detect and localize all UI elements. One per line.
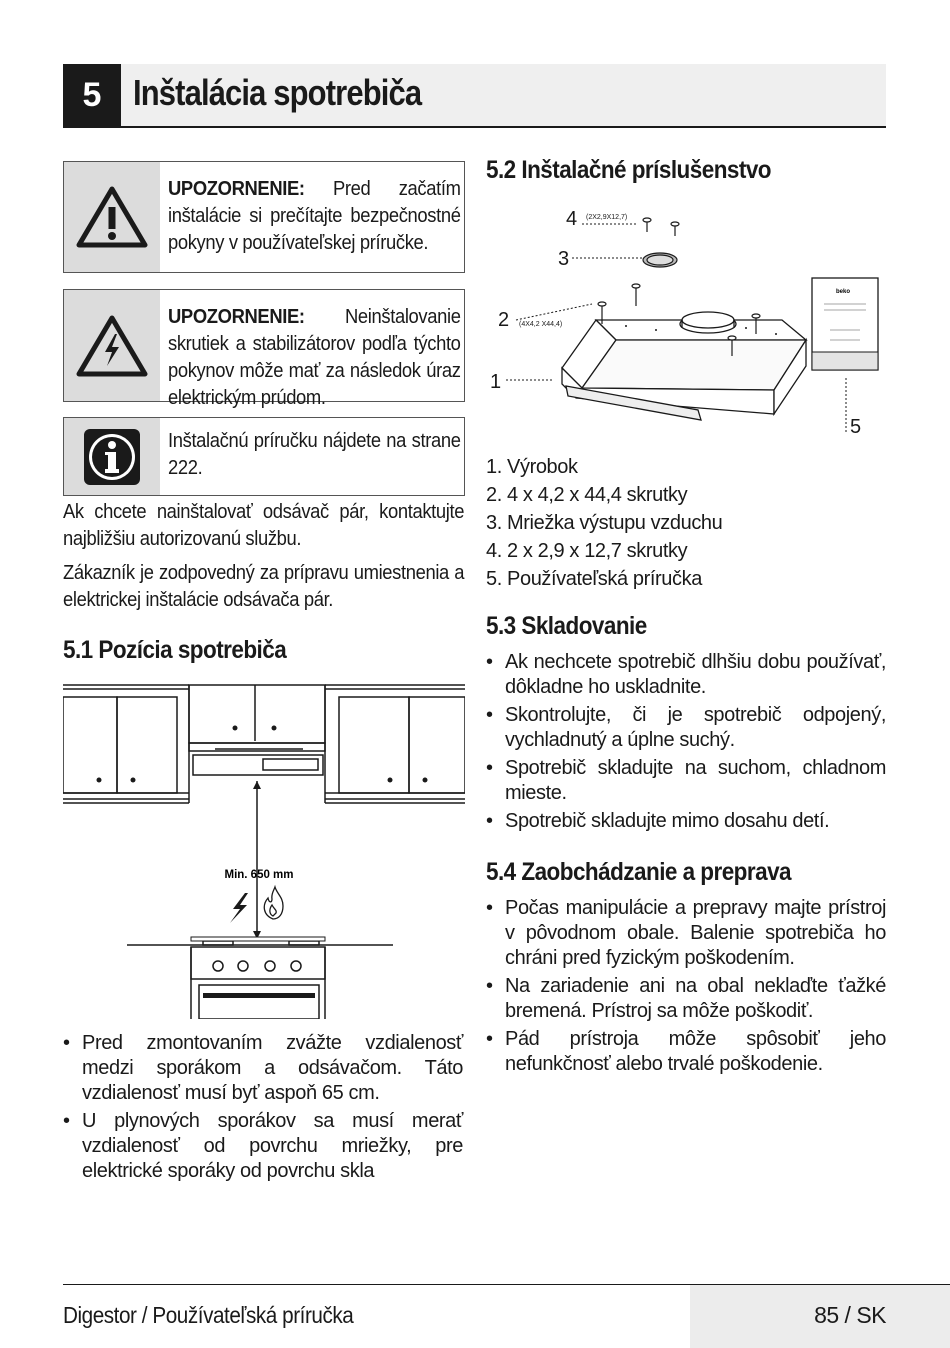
callout-2: 2 [498,309,510,331]
section-5-1-title: 5.1 Pozícia spotrebiča [63,636,287,664]
notice-text: Inštalačnú príručku nájdete na strane 222. [168,430,461,479]
chapter-title: Inštalácia spotrebiča [133,72,422,113]
manual-brand: beko [836,289,851,295]
notice-label: UPOZORNENIE: [168,306,305,328]
footer-document-title: Digestor / Používateľská príručka [63,1302,354,1328]
list-item: • Ak nechcete spotrebič dlhšiu dobu používať, dôkladne ho uskladnite. [486,650,886,700]
hood-position-diagram [63,683,465,1019]
section-5-4-title: 5.4 Zaobchádzanie a preprava [486,858,792,886]
notice-warning-electric [63,289,465,409]
list-item: • Na zariadenie ani na obal neklaďte ťažké bremená. Prístroj sa môže poškodiť. [486,974,886,1024]
warning-triangle-icon [64,162,160,272]
callout-3: 3 [558,248,570,270]
intro-paragraph-1: Ak chcete nainštalovať odsávač pár, kontaktujte najbližšiu autorizovanú službu. [63,501,465,550]
chapter-header [63,64,886,128]
section-5-4-bullets [486,896,886,1080]
list-item: 5. Používateľská príručka [486,568,702,590]
notice-warning-general [63,161,465,273]
list-item: 1. Výrobok [486,456,578,478]
callout-4: 4 [566,208,578,230]
callout-5: 5 [850,416,862,438]
section-5-2-title: 5.2 Inštalačné príslušenstvo [486,156,772,184]
chapter-number: 5 [63,64,121,126]
list-item: • Pred zmontovaním zvážte vzdialenosť medzi sporákom a odsávačom. Táto vzdialenosť musí byť aspoň 65 cm. [63,1031,463,1106]
list-item: • Skontrolujte, či je spotrebič odpojený, vychladnutý a úplne suchý. [486,703,886,753]
list-item: • Pád prístroja môže spôsobiť jeho nefunkčnosť alebo trvalé poškodenie. [486,1027,886,1077]
list-item: • Spotrebič skladujte mimo dosahu detí. [486,809,886,834]
min-distance-label: Min. 650 mm [224,869,294,881]
notice-text: Neinštalovanie skrutiek a stabilizátorov podľa týchto pokynov môže mať za následok úraz elektrickým prúdom. [168,306,461,409]
list-item: • Spotrebič skladujte na suchom, chladnom mieste. [486,756,886,806]
notice-text: Pred začatím inštalácie si prečítajte bezpečnostné pokyny v používateľskej príručke. [168,178,461,254]
accessories-list [486,453,886,593]
callout-2-spec: (4X4,2 X44,4) [519,321,563,328]
section-5-3-bullets [486,650,886,837]
intro-paragraph-2: Zákazník je zodpovedný za prípravu umiestnenia a elektrickej inštalácie odsávača pár. [63,562,465,611]
list-item: • Počas manipulácie a prepravy majte prístroj v pôvodnom obale. Balenie spotrebiča ho chráni pred fyzickým poškodením. [486,896,886,971]
callout-1: 1 [490,371,502,393]
list-item: • U plynových sporákov sa musí merať vzdialenosť od povrchu mriežky, pre elektrické sporáky od povrchu skla [63,1109,463,1184]
section-5-3-title: 5.3 Skladovanie [486,612,647,640]
callout-4-spec: (2X2,9X12,7) [586,214,628,221]
accessories-diagram [486,200,886,446]
user-manual-illustration [812,278,878,370]
list-item: 3. Mriežka výstupu vzduchu [486,512,723,534]
electric-shock-warning-icon [64,290,160,401]
section-5-1-bullets [63,1031,463,1187]
notice-info [63,417,465,496]
list-item: 2. 4 x 4,2 x 44,4 skrutky [486,484,688,506]
info-icon [64,418,160,495]
footer-page-number: 85 / SK [814,1302,886,1328]
list-item: 4. 2 x 2,9 x 12,7 skrutky [486,540,688,562]
notice-label: UPOZORNENIE: [168,178,305,200]
